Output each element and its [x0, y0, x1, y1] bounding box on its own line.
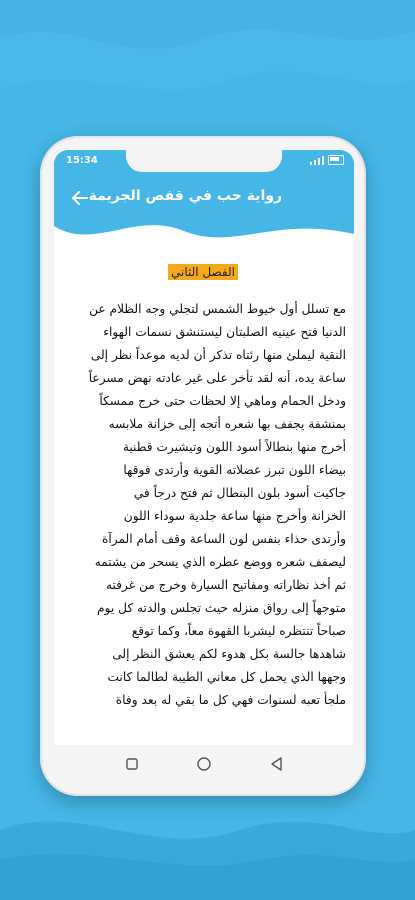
text-line: النقية ليملئ منها رئتاه تذكر أن لديه موعداً نظر إلى — [90, 348, 346, 362]
page-title: رواية حب في قفص الجريمة — [88, 188, 282, 204]
triangle-back-icon — [270, 757, 283, 771]
chapter-content[interactable] — [54, 250, 354, 745]
square-icon — [126, 758, 138, 770]
text-line: بمنشفة يجفف بها شعره أتجه إلى خزانة ملابسه — [108, 417, 346, 431]
home-button[interactable] — [194, 754, 214, 774]
header-wave — [54, 206, 354, 256]
battery-icon — [328, 155, 344, 165]
text-line: ودخل الحمام وماهي إلا لحظات حتى خرج ممسكاً — [99, 394, 346, 408]
chapter-text — [64, 298, 346, 712]
camera-notch — [126, 150, 282, 172]
arrow-left-icon — [72, 191, 88, 205]
status-icons — [310, 155, 344, 165]
status-time: 15:34 — [66, 155, 98, 166]
text-line: جاكيت أسود بلون البنطال ثم فتح درجاً في — [133, 486, 346, 500]
android-nav-bar — [54, 745, 354, 783]
app-header — [54, 150, 354, 250]
text-line: مع تسلل أول خيوط الشمس لتجلي وجه الظلام عن — [89, 302, 346, 316]
text-line: ساعة يده، أنه لقد تأخر على غير عادته نهض مسرعاً — [88, 371, 346, 385]
signal-icon — [310, 156, 324, 165]
text-line: ثم أخذ نظاراته ومفاتيح السيارة وخرج من غرفته — [105, 578, 346, 592]
text-line: الخزانة وأخرج منها ساعة جلدية سوداء اللون — [123, 509, 346, 523]
text-line: متوجهاً إلى رواق منزله حيث تجلس والدته كل يوم — [97, 601, 346, 615]
recent-apps-button[interactable] — [122, 754, 142, 774]
text-line: ملجأ تعبه لسنوات فهي كل ما بقي له بعد وفاة — [115, 693, 346, 707]
text-line: بيضاء اللون تبرز عضلاته القوية وأرتدى فوقها — [123, 463, 346, 477]
circle-icon — [197, 757, 211, 771]
text-line: وأرتدى حذاء بنفس لون الساعة وقف أمام المرآة — [101, 532, 346, 546]
chapter-heading: الفصل الثاني — [168, 264, 238, 280]
text-line: وجهها الذي يحمل كل معاني الطيبة لطالما كانت — [107, 670, 346, 684]
text-line: صباحاً تنتظره ليشربا القهوة معاً، وكما توقع — [131, 624, 346, 638]
app-screen — [54, 150, 354, 745]
text-line: الدنيا فتح عينيه الصلبتان ليستنشق نسمات الهواء — [103, 325, 346, 339]
text-line: أخرج منها بنطالاً أسود اللون وتيشيرت قطنية — [122, 440, 346, 454]
text-line: ليصفف شعره ووضع عطره الذي يسحر من يشتمه — [94, 555, 346, 569]
back-nav-button[interactable] — [266, 754, 286, 774]
text-line: شاهدها جالسة بكل هدوء لكم يعشق النظر إلى — [112, 647, 346, 661]
